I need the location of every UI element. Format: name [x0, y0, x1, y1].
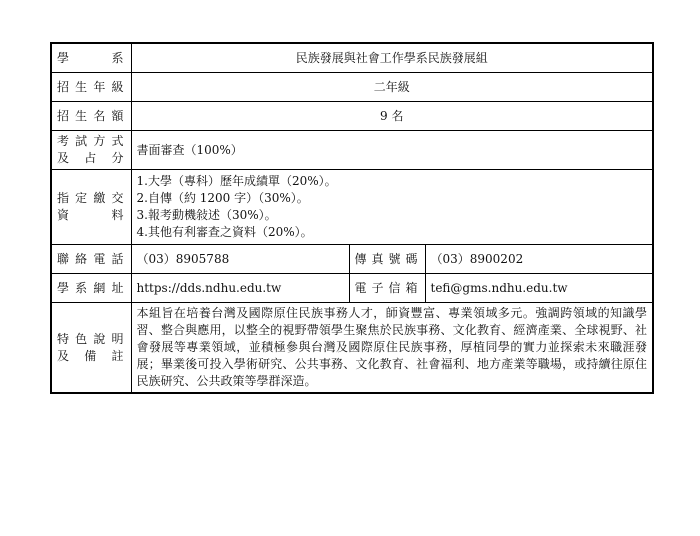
admission-info-table [50, 42, 654, 394]
grade-value: 二年級 [131, 73, 653, 102]
grade-row [51, 73, 653, 102]
exam-method-value: 書面審查（100%） [131, 131, 653, 170]
website-label: 學系網址 [51, 274, 131, 303]
exam-method-label [51, 131, 131, 170]
phone-label: 聯絡電話 [51, 245, 131, 274]
exam-method-row [51, 131, 653, 170]
exam-method-label-line2: 及占分 [57, 151, 126, 165]
fax-value: （03）8900202 [425, 245, 653, 274]
document-item: 2.自傳（約 1200 字）（30%）。 [136, 191, 309, 205]
notes-row [51, 303, 653, 394]
quota-value: 9 名 [131, 102, 653, 131]
fax-label: 傳真號碼 [349, 245, 425, 274]
email-label: 電子信箱 [349, 274, 425, 303]
documents-label-line2: 資料 [57, 208, 126, 222]
contact-row [51, 245, 653, 274]
document-item: 1.大學（專科）歷年成績單（20%）。 [136, 174, 337, 188]
department-value: 民族發展與社會工作學系民族發展組 [131, 43, 653, 73]
documents-label [51, 170, 131, 245]
documents-row [51, 170, 653, 245]
documents-label-line1: 指定繳交 [57, 191, 126, 205]
phone-value: （03）8905788 [131, 245, 349, 274]
department-row [51, 43, 653, 73]
email-value[interactable]: tefi@gms.ndhu.edu.tw [425, 274, 653, 303]
grade-label: 招生年級 [51, 73, 131, 102]
department-label: 學系 [51, 43, 131, 73]
quota-label: 招生名額 [51, 102, 131, 131]
notes-label-line1: 特色說明 [57, 331, 126, 346]
document-item: 4.其他有利審查之資料（20%）。 [136, 225, 313, 239]
quota-row [51, 102, 653, 131]
documents-list [131, 170, 653, 245]
admission-info-sheet [50, 42, 652, 394]
document-item: 3.報考動機敍述（30%）。 [136, 208, 277, 222]
web-row [51, 274, 653, 303]
exam-method-label-line1: 考試方式 [57, 134, 126, 148]
notes-label [51, 303, 131, 394]
notes-text: 本組旨在培養台灣及國際原住民族事務人才，師資豐富、專業領域多元。強調跨領域的知識學習、整合與應用，以整全的視野帶領學生聚焦於民族事務、文化教育、經濟產業、全球視野、社會發展等專業領域，並積極參與台灣及國際原住民族事務，厚植同學的實力並探索未來職涯發展；畢業後可投入學術研究、公共事務、文化教育、社會福利、地方產業等職場，或持續往原住民族研究、公共政策等學群深造。 [131, 303, 653, 394]
website-value[interactable]: https://dds.ndhu.edu.tw [131, 274, 349, 303]
notes-label-line2: 及備註 [57, 348, 126, 363]
